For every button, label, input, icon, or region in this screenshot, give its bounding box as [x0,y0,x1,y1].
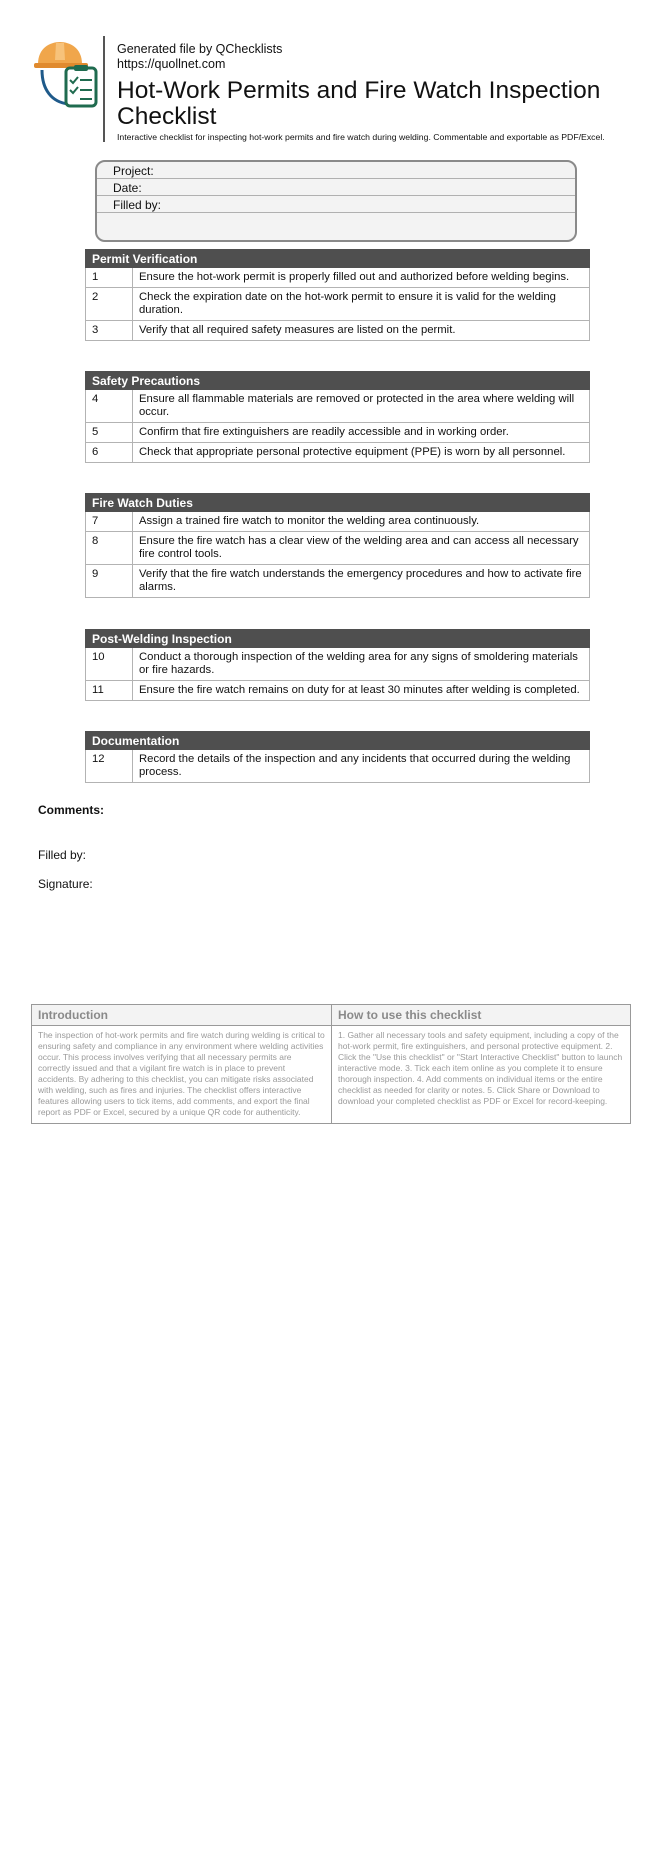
info-box [95,160,577,242]
section-title: Documentation [85,731,590,750]
item-number: 12 [86,750,133,782]
introduction-text: The inspection of hot-work permits and fire watch during welding is critical to ensuring safety and compliance in any environment where welding activities occur. This process involves verifying that all necessary permits are correctly issued and that a vigilant fire watch is in place to prevent accidents. By adhering to this checklist, you can mitigate risks associated with welding, such as fires and injuries. The checklist offers interactive features allowing users to tick items, add comments, and export the final report as PDF or Excel, secured by a unique QR code for authenticity. [38,1030,325,1117]
date-field[interactable]: Date: [97,179,575,196]
item-number: 7 [86,512,133,531]
comments-label: Comments: [38,803,105,817]
checklist-row[interactable] [85,532,590,565]
item-text: Ensure the fire watch remains on duty for at least 30 minutes after welding is completed. [139,684,580,696]
item-number: 11 [86,681,133,700]
page-subtitle: Interactive checklist for inspecting hot-work permits and fire watch during welding. Commentable and exportable as PDF/Excel. [117,132,605,142]
item-text: Assign a trained fire watch to monitor the welding area continuously. [139,515,480,527]
item-text: Ensure the fire watch has a clear view of the welding area and can access all necessary fire control tools. [139,535,579,560]
section-title: Post-Welding Inspection [85,629,590,648]
item-number: 9 [86,565,133,597]
item-text: Confirm that fire extinguishers are readily accessible and in working order. [139,426,509,438]
page-title: Hot-Work Permits and Fire Watch Inspection Checklist [117,77,601,130]
item-number: 10 [86,648,133,680]
item-text: Ensure all flammable materials are removed or protected in the area where welding will occur. [139,393,575,418]
item-text: Verify that the fire watch understands the emergency procedures and how to activate fire alarms. [139,568,582,593]
section-title: Fire Watch Duties [85,493,590,512]
header [117,42,637,143]
empty-field [97,213,575,230]
item-text: Check that appropriate personal protective equipment (PPE) is worn by all personnel. [139,446,566,458]
section-post-welding-inspection [85,629,590,701]
item-text: Record the details of the inspection and any incidents that occurred during the welding process. [139,753,571,778]
hard-hat-checklist-icon [32,38,104,113]
checklist-row[interactable] [85,321,590,341]
header-divider [103,36,105,142]
item-number: 1 [86,268,133,287]
introduction-column [32,1005,331,1123]
generated-by-text: Generated file by QChecklists [117,42,283,56]
how-to-text: 1. Gather all necessary tools and safety equipment, including a copy of the hot-work permit, fire extinguishers, and personal protective equipment. 2. Click the "Use this checklist" or "Start Interactive Checklist" button to launch interactive mode. 3. Tick each item online as you complete it to ensure thorough inspection. 4. Add comments on individual items or the entire checklist as needed for clarity or notes. 5. Click Share or Download to download your completed checklist as PDF or Excel for record-keeping. [338,1030,623,1106]
checklist-row[interactable] [85,268,590,288]
checklist-row[interactable] [85,288,590,321]
item-text: Check the expiration date on the hot-work permit to ensure it is valid for the welding duration. [139,291,556,316]
checklist-row[interactable] [85,443,590,463]
checklist-row[interactable] [85,423,590,443]
filled-by-field[interactable]: Filled by: [97,196,575,213]
item-text: Conduct a thorough inspection of the welding area for any signs of smoldering materials or fire hazards. [139,651,578,676]
item-text: Verify that all required safety measures are listed on the permit. [139,324,456,336]
checklist-row[interactable] [85,512,590,532]
item-number: 3 [86,321,133,340]
checklist-row[interactable] [85,390,590,423]
section-safety-precautions [85,371,590,463]
intro-table [31,1004,631,1124]
checklist-row[interactable] [85,681,590,701]
item-text: Ensure the hot-work permit is properly filled out and authorized before welding begins. [139,271,570,283]
item-number: 2 [86,288,133,320]
introduction-heading: Introduction [32,1005,331,1026]
item-number: 4 [86,390,133,422]
section-title: Permit Verification [85,249,590,268]
how-to-column [331,1005,630,1123]
section-permit-verification [85,249,590,341]
checklist-row[interactable] [85,565,590,598]
item-number: 5 [86,423,133,442]
project-field[interactable]: Project: [97,162,575,179]
source-url-link[interactable]: https://quollnet.com [117,57,226,71]
signature-label: Signature: [38,877,93,891]
section-title: Safety Precautions [85,371,590,390]
how-to-heading: How to use this checklist [332,1005,630,1026]
checklist-row[interactable] [85,648,590,681]
item-number: 6 [86,443,133,462]
item-number: 8 [86,532,133,564]
checklist-row[interactable] [85,750,590,783]
section-fire-watch-duties [85,493,590,598]
section-documentation [85,731,590,783]
filled-by-label: Filled by: [38,848,87,862]
